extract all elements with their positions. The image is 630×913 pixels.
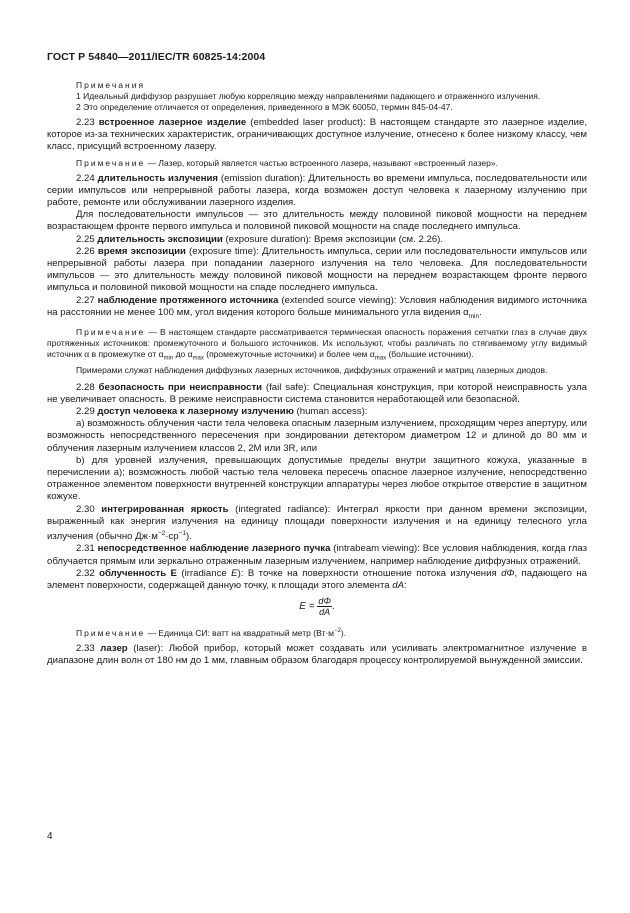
note-2-23: Примечание — Лазер, который является частью встроенного лазера, называют «встроенный лазер». — [76, 157, 498, 168]
document-body — [47, 80, 587, 668]
definition-2-24: 2.24 длительность излучения (emission duration): Длительность во времени импульса, последовательности или серии импульсов или непрерывной работы лазера, когда возможен доступ человека к лазерному излучению при работе, ремонте или обслуживании лазерного изделия. — [47, 172, 588, 209]
definition-2-32: 2.32 облученность E (irradiance E): В точке на поверхности отношение потока излучения dΦ, падающего на элемент поверхности, содержащей данную точку, к площади этого элемента dA: — [47, 567, 588, 592]
note-2-27-examples: Примерами служат наблюдения диффузных лазерных источников, диффузных отражений и матриц лазерных диодов. — [76, 364, 548, 375]
term-2-32: облученность E — [99, 567, 177, 579]
irradiance-formula: E = $\frac{d\Phi}{dA}$ . — [299, 596, 335, 618]
definition-2-24-p2: Для последовательности импульсов — это длительность между половиной пиковой мощности на переднем возрастающем фронте первого импульса и половиной пиковой мощности на спаде последнего импульса. — [47, 209, 587, 233]
definition-2-30: 2.30 интегрированная яркость (integrated radiance): Интеграл яркости при данном времени экспозиции, выраженный как энергия излучения на единицу площади поверхности излучения и на единицу телесного угла излучения (обычно $Дж\cdot м^{-2}\cdot ср^{-1}$). — [47, 503, 588, 543]
definition-2-31: 2.31 непосредственное наблюдение лазерного пучка (intrabeam viewing): Все условия наблюдения, когда глаз облучается прямым или зеркально отраженным лазерным излучением, например наблюдение диффузных отражений. — [47, 543, 587, 567]
term-2-28: безопасность при неисправности — [98, 381, 263, 393]
note-2-27: Примечание — В настоящем стандарте рассматривается термическая опасность поражения сетчатки глаз в случае двух протяженных источников: промежуточного и большого источников. Их используют, чтобы различать по стягиваемому углу видимый источник α в промежутке от $\alpha_{min}$ до $\alpha_{max}$ (промежуточные источники) и более чем $\alpha_{max}$ (большие источники). — [47, 326, 587, 362]
term-2-24: длительность излучения — [97, 172, 219, 184]
definition-2-23: 2.23 встроенное лазерное изделие (embedded laser product): В настоящем стандарте это лазерное изделие, которое из-за технических характеристик, ограничивающих доступное излучение, отнесено к более низкому классу, чем класс, присущий встроенному лазеру. — [47, 117, 587, 153]
formula-fraction: $\frac{d\Phi}{dA}$ — [318, 596, 331, 618]
definition-2-29-b: b) для уровней излучения, превышающих допустимые пределы внутри защитного кожуха, указанные в перечислении а); возможность любой частью тела человека пересечь опасное лазерное излучение, непосредственно отраженное элементом поверхности внутренней конструкции аппаратуры через любое открытое отверстие в защитном кожухе. — [47, 454, 587, 503]
definition-2-29: 2.29 доступ человека к лазерному излучению (human access): — [76, 406, 368, 418]
definition-2-28: 2.28 безопасность при неисправности (fail safe): Специальная конструкция, при которой неисправность узла не увеличивает опасность. В режиме неисправности система становится неработающей или безопасной. — [47, 381, 587, 405]
term-2-31: непосредственное наблюдение лазерного пучка — [97, 543, 331, 555]
term-2-33: лазер — [100, 643, 128, 655]
note-2-32: Примечание — Единица СИ: ватт на квадратный метр $(Вт\cdot м^{-2})$. — [76, 628, 347, 639]
definition-2-33: 2.33 лазер (laser): Любой прибор, который может создавать или усиливать электромагнитное излучение в диапазоне длин волн от 180 нм до 1 мм, главным образом благодаря процессу контролируемой вынужденной эмиссии. — [47, 643, 587, 667]
definition-2-27: 2.27 наблюдение протяженного источника (extended source viewing): Условия наблюдения видимого источника на расстоянии не менее 100 мм, угол видения которого больше минимального угла видения $\alpha_{min}$. — [47, 294, 587, 320]
term-2-30: интегрированная яркость — [101, 503, 229, 515]
definition-2-29-a: a) возможность облучения части тела человека опасным лазерным излучением, проходящим через апертуру, или возможность непосредственного пересечения при зондировании детектором диаметром 12 и длиной до 80 мм и облучения лазерным излучением классов 2, 2М или 3R, или — [47, 418, 587, 454]
document-header: ГОСТ Р 54840—2011/IEC/TR 60825-14:2004 — [47, 51, 266, 63]
term-2-29: доступ человека к лазерному излучению — [97, 406, 294, 418]
definition-2-25: 2.25 длительность экспозиции (exposure duration): Время экспозиции (см. 2.26). — [76, 233, 444, 245]
definition-2-26: 2.26 время экспозиции (exposure time): Длительность импульса, серии или последовательности импульсов или непрерывной работы лазера при попадании лазерного излучения на тело человека. Для последовательности импульсов — это длительность между половиной пиковой мощности на переднем возрастающем фронте первого импульса и половиной пиковой мощности на спаде последнего импульса. — [47, 245, 587, 294]
notes-heading: Примечания — [76, 80, 146, 90]
note-2: 2 Это определение отличается от определения, приведенного в МЭК 60050, термин 845-04-47. — [76, 102, 453, 112]
note-1: 1 Идеальный диффузор разрушает любую корреляцию между направлениями падающего и отраженного излучения. — [76, 91, 541, 101]
term-2-25: длительность экспозиции — [97, 233, 223, 245]
term-2-27: наблюдение протяженного источника — [97, 294, 279, 306]
term-2-23: встроенное лазерное изделие — [98, 117, 247, 128]
term-2-26: время экспозиции — [97, 245, 186, 257]
page-number: 4 — [47, 831, 53, 842]
